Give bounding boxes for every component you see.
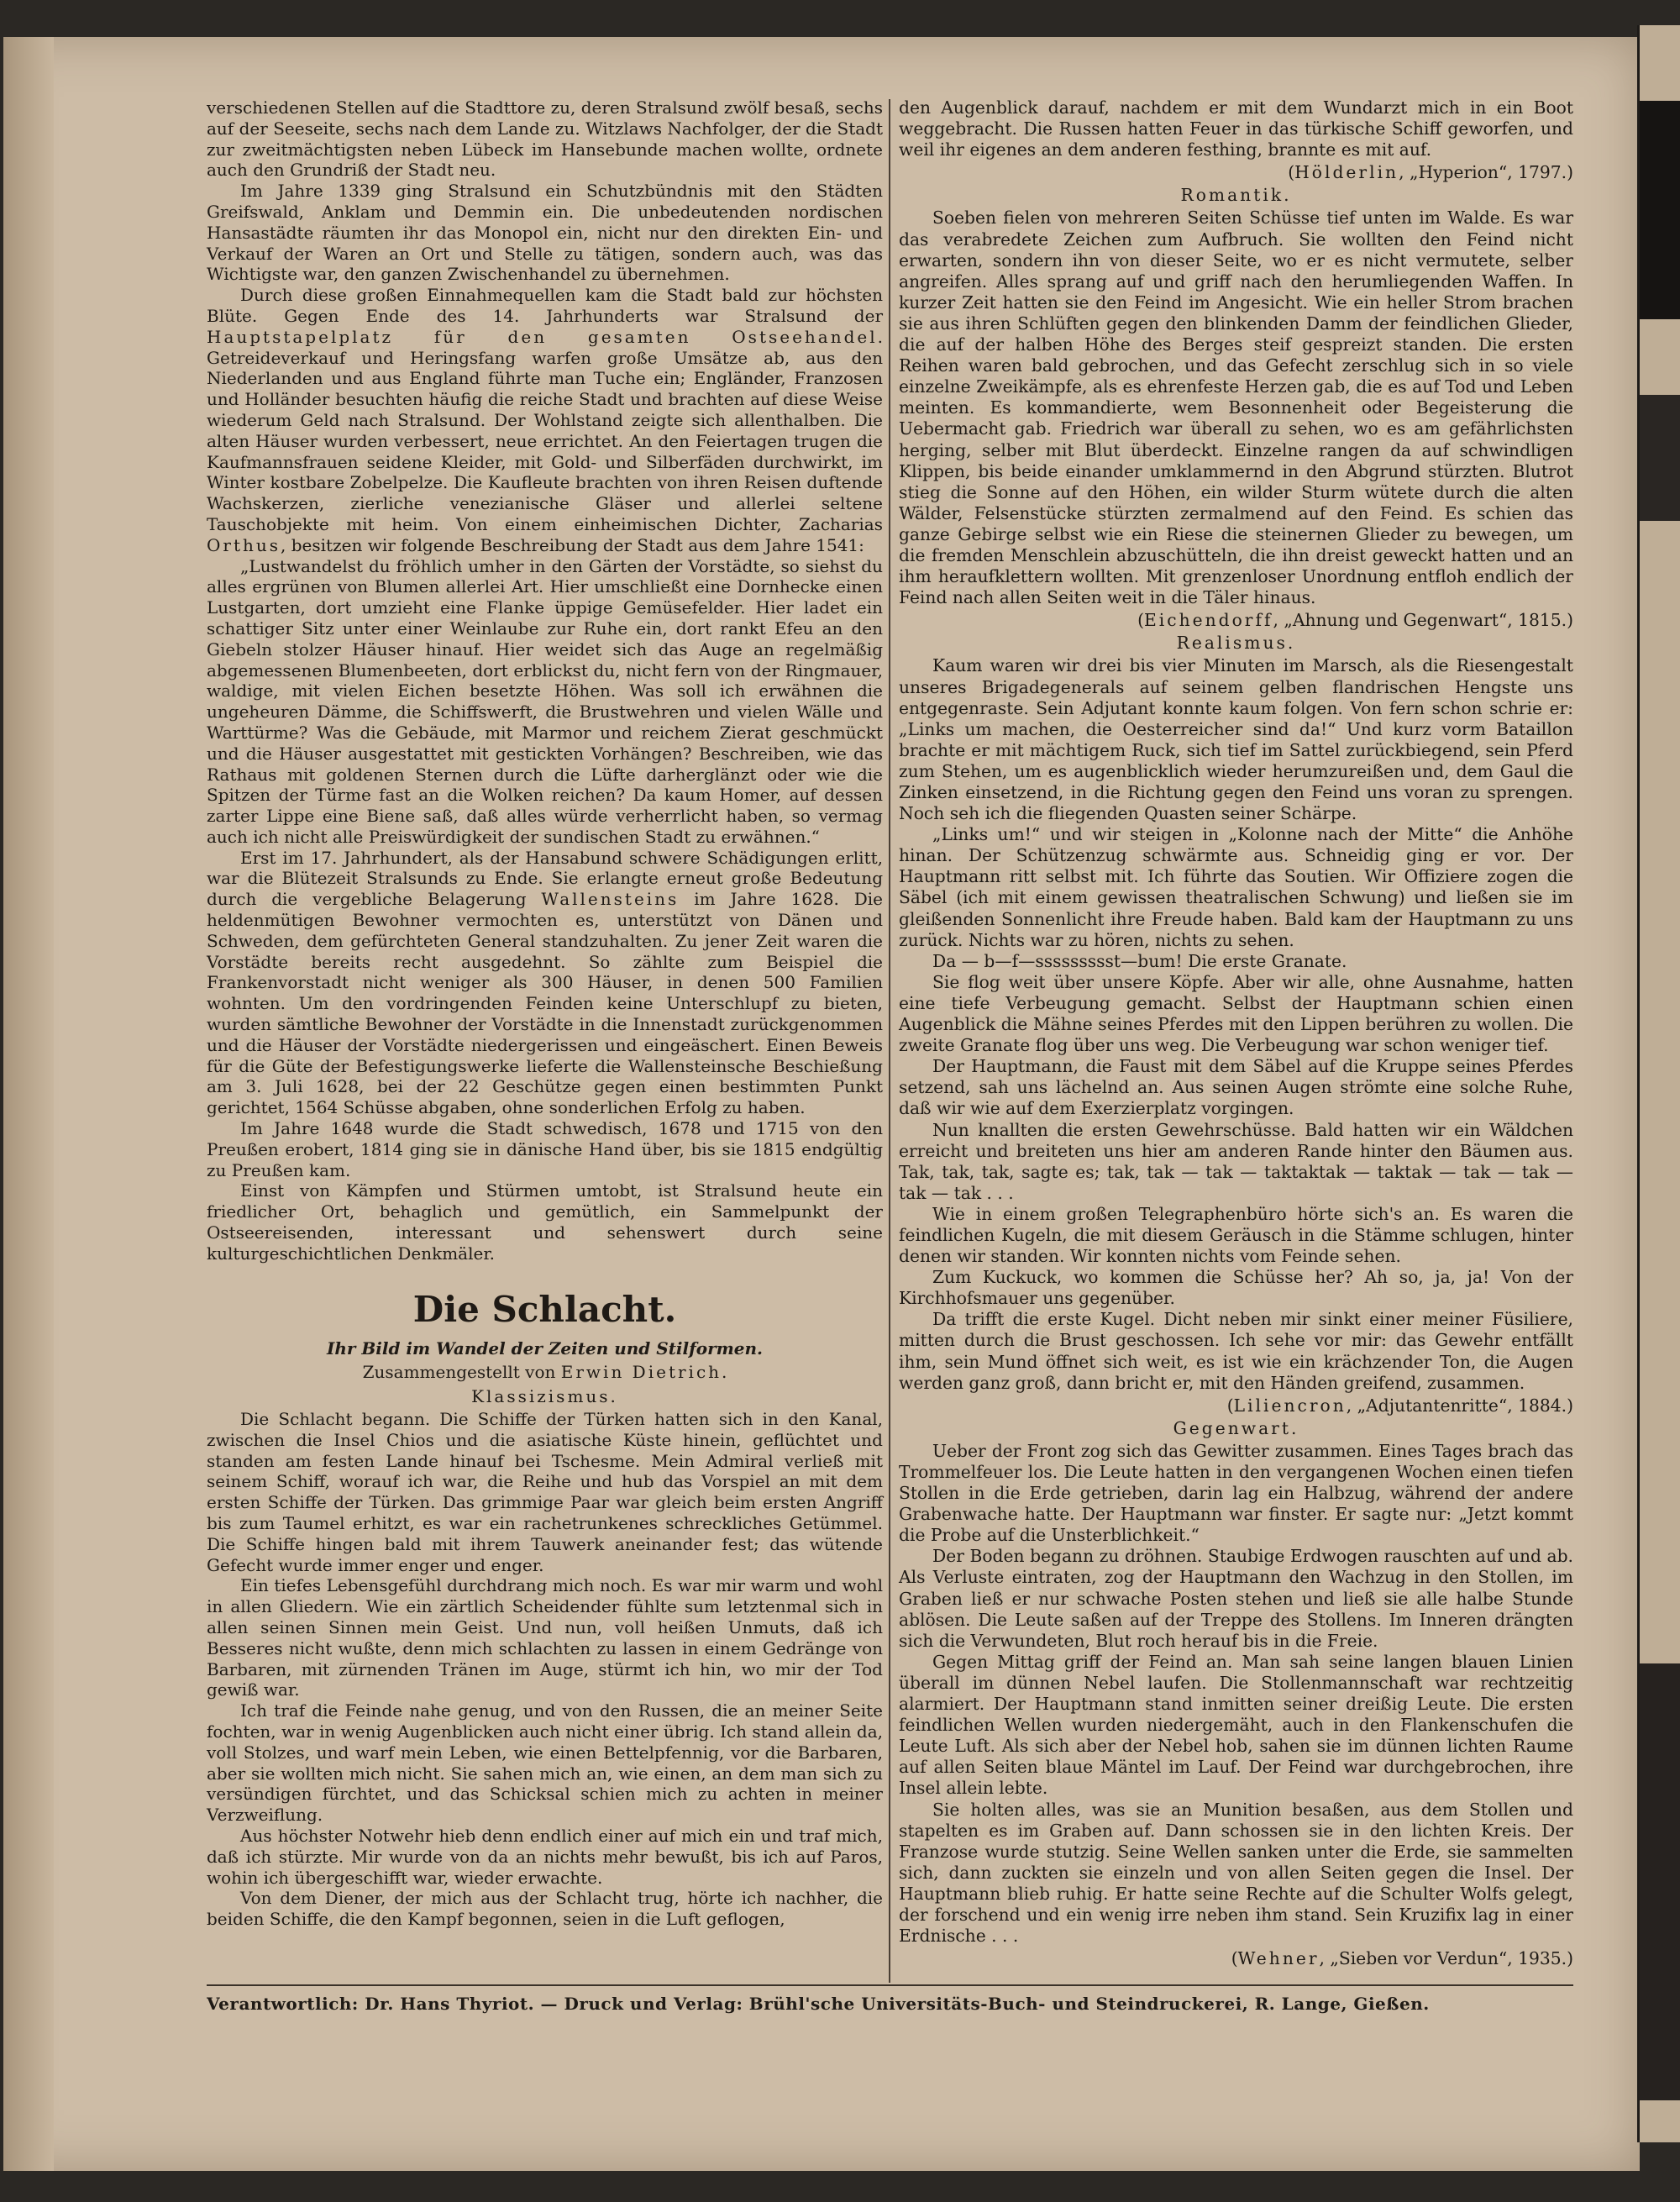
text-run: , besitzen wir folgende Beschreibung der Stadt aus dem Jahre 1541: (281, 534, 864, 555)
source-citation: (Wehner, „Sieben vor Verdun“, 1935.) (1231, 1948, 1573, 1969)
paragraph: Da — b—f—ssssssssst—bum! Die erste Granate. (932, 950, 1347, 971)
paragraph: Aus höchster Notwehr hieb denn endlich einer auf mich ein und traf mich, daß ich stürzte. Mir wurde von da an nichts mehr bewußt, bis ich auf Paros, wohin ich übergeschifft war, wieder erwachte. (207, 1825, 883, 1888)
emphasized-name: Wallensteins (541, 889, 680, 910)
citation-text: , „Adjutantenritte“, 1884.) (1346, 1395, 1573, 1416)
section-heading: Romantik. (1180, 185, 1292, 206)
author-name: Wehner (1237, 1948, 1320, 1969)
adjacent-page-dark-block (1640, 101, 1680, 319)
paragraph: Ueber der Front zog sich das Gewitter zusammen. Eines Tages brach das Trommelfeuer los. Die Leute hatten in den vergangenen Wochen einen tiefen Stollen in die Erde getrieben, darin lag ein Halbzug, während der andere Grabenwache hatte. Der Hauptmann war finster. Er sagte nur: „Jetzt kommt die Probe auf die Unsterblichkeit.“ (899, 1440, 1573, 1546)
article-byline (207, 1362, 883, 1383)
citation-text: , „Hyperion“, 1797.) (1399, 162, 1573, 183)
emphasized-name: Orthus (207, 534, 281, 555)
adjacent-page-edge (1637, 25, 1680, 2142)
quotation: „Lustwandelst du fröhlich umher in den Gärten der Vorstädte, so siehst du alles ergrünen von Blumen allerlei Art. Hier umschließt eine Dornhecke einen Lustgarten, dort umzieht eine Flanke üppige Gemüsefelder. Hier ladet ein schattiger Sitz unter einer Weinlaube zur Ruhe ein, dort rankt Efeu an den Giebeln stolzer Häuser hinauf. Hier weidet sich das Auge an regelmäßig abgemessenen Blumenbeeten, dort erblickst du, nicht fern von der Ringmauer, waldige, mit vielen Eichen besetzte Höhen. Was soll ich erwähnen die ungeheuren Dämme, die Schiffswerft, die Brustwehren und vielen Wälle und Warttürme? Was die Gebäude, mit Marmor und reichem Zierat geschmückt und die Häuser ausgestattet mit gestickten Vorhängen? Beschreiben, wie das Rathaus mit goldenen Sternen durch die Lüfte darherglänzt oder wie die Spitzen der Türme fast an die Wolken reichen? Da kaum Homer, auf dessen zarter Lippe eine Biene saß, daß alles würde verherrlicht haben, so vermag auch ich nicht alle Preiswürdigkeit der sundischen Stadt zu erwähnen.“ (207, 555, 883, 847)
paragraph: Der Boden begann zu dröhnen. Staubige Erdwogen rauschten auf und ab. Als Verluste eintraten, zog der Hauptmann den Wachzug in den Stollen, im Graben ließ er nur schwache Posten stehen und ließ sie alle halbe Stunde ablösen. Die Leute saßen auf der Treppe des Stollens. Im Inneren drängten sich die Verwundeten, Blut roch herauf bis in die Freie. (899, 1546, 1573, 1651)
source-citation: (Eichendorff, „Ahnung und Gegenwart“, 1815.) (1137, 610, 1573, 631)
byline-prefix: Zusammengestellt von (362, 1362, 561, 1383)
imprint-footer: Verantwortlich: Dr. Hans Thyriot. — Druck und Verlag: Brühl'sche Universitäts-Buch- und Steindruckerei, R. Lange, Gießen. (207, 1994, 1430, 2014)
citation-text: , „Ahnung und Gegenwart“, 1815.) (1273, 610, 1573, 631)
source-citation: (Hölderlin, „Hyperion“, 1797.) (1288, 162, 1573, 183)
paragraph: Der Hauptmann, die Faust mit dem Säbel auf die Kruppe seines Pferdes setzend, sah uns lächelnd an. Aus seinen Augen strömte eine solche Ruhe, daß wir wie auf dem Exerzierplatz vorgingen. (899, 1056, 1573, 1119)
paragraph: Sie holten alles, was sie an Munition besaßen, aus dem Stollen und stapelten es im Graben auf. Dann schossen sie in den lichten Kreis. Der Franzose wurde stutzig. Seine Wellen sanken unter die Erde, sie sammelten sich, dann zuckten sie einzeln und von allen Seiten gegen die Insel. Der Hauptmann blieb ruhig. Er hatte seine Rechte auf die Schulter Wolfs gelegt, der forschend und ein wenig irre neben ihm stand. Sein Kruzifix lag in einer Erdnische . . . (899, 1799, 1573, 1947)
page-stack-edge (3, 37, 54, 2171)
author-name: Eichendorff (1143, 610, 1273, 631)
section-heading: Gegenwart. (1173, 1417, 1299, 1438)
paragraph: Von dem Diener, der mich aus der Schlacht trug, hörte ich nachher, die beiden Schiffe, die den Kampf begonnen, seien in die Luft geflogen, (207, 1888, 883, 1930)
adjacent-page-dark-block (1640, 395, 1680, 521)
paragraph: Die Schlacht begann. Die Schiffe der Türken hatten sich in den Kanal, zwischen die Insel Chios und die asiatische Küste hinein, geflüchtet und standen am festen Lande hinauf bei Tschesme. Mein Admiral verließ mit seinem Schiff, worauf ich war, die Reihe und hub das Vorspiel an mit dem ersten Schiffe der Türken. Das grimmige Paar war gleich beim ersten Angriff bis zum Taumel erhitzt, es war ein rachetrunkenes schreckliches Getümmel. Die Schiffe hingen bald mit ihrem Tauwerk aneinander fest; das wütende Gefecht wurde immer enger und enger. (207, 1409, 883, 1575)
text-run: Durch diese großen Einnahmequellen kam die Stadt bald zur höchsten Blüte. Gegen Ende des 14. Jahrhunderts war Stralsund der (207, 285, 883, 326)
author-name: Hölderlin (1294, 162, 1399, 183)
paragraph: Kaum waren wir drei bis vier Minuten im Marsch, als die Riesengestalt unseres Brigadegenerals auf seinem gelben flandrischen Hengste uns entgegenraste. Sein Adjutant konnte kaum folgen. Von fern schon schrie er: „Links um machen, die Oesterreicher sind da!“ Und kurz vorm Bataillon brachte er mit mächtigem Ruck, sich tief im Sattel zurückbiegend, sein Pferd zum Stehen, um es augenblicklich wieder herumzureißen und, dem Gaul die Zinken einsetzend, in die Richtung gegen den Feind uns voran zu sprengen. Noch seh ich die fliegenden Quasten seiner Schärpe. (899, 655, 1573, 824)
emphasized-text: Hauptstapelplatz für den gesamten Ostseehandel (207, 326, 878, 347)
paragraph: Gegen Mittag griff der Feind an. Man sah seine langen blauen Linien überall im dünnen Nebel laufen. Die Stollenmannschaft war rechtzeitig alarmiert. Der Hauptmann stand inmitten seiner dreißig Leute. Die ersten feindlichen Wellen wurden niedergemäht, auch in den Flankenschufen die Leute Luft. Als sich aber der Nebel hob, sahen sie im dünnen lichten Raume auf allen Seiten blaue Mäntel im Lauf. Der Feind war durchgebrochen, ihre Insel allein lebte. (899, 1651, 1573, 1799)
right-column (899, 97, 1573, 1971)
paragraph: verschiedenen Stellen auf die Stadttore zu, deren Stralsund zwölf besaß, sechs auf der Seeseite, sechs nach dem Lande zu. Witzlaws Nachfolger, der die Stadt zur zweitmächtigsten neben Lübeck im Hansebunde machen wollte, ordnete auch den Grundriß der Stadt neu. (207, 97, 884, 181)
paragraph: Ich traf die Feinde nahe genug, und von den Russen, die an meiner Seite fochten, war in wenig Augenblicken auch nicht einer übrig. Ich stand allein da, voll Stolzes, und warf mein Leben, wie einen Bettelpfennig, vor die Barbaren, aber sie wollten mich nicht. Sie sahen mich an, wie einen, an dem man sich zu versündigen fürchtet, und das Schicksal schien mich zu achten in meiner Verzweiflung. (207, 1700, 883, 1826)
paragraph: Im Jahre 1339 ging Stralsund ein Schutzbündnis mit den Städten Greifswald, Anklam und Demmin ein. Die unbedeutenden nordischen Hansastädte räumten ihr das Monopol ein, nicht nur den direkten Ein- und Verkauf der Waren an Ort und Stelle zu tätigen, sondern auch, was das Wichtigste war, den ganzen Zwischenhandel zu übernehmen. (207, 181, 883, 285)
text-run: . Getreideverkauf und Heringsfang warfen große Umsätze ab, aus den Niederlanden und aus England führte man Tuche ein; Engländer, Franzosen und Holländer besuchten häufig die reiche Stadt und brachten auf diese Weise wiederum Geld nach Stralsund. Der Wohlstand zeigte sich allenthalben. Die alten Häuser wurden verbessert, neue errichtet. An den Feiertagen trugen die Kaufmannsfrauen seidene Kleider, mit Gold- und Silberfäden durchwirkt, im Winter kostbare Zobelpelze. Die Kaufleute brachten von ihren Reisen duftende Wachskerzen, zierliche venezianische Gläser und allerlei seltene Tauschobjekte mit heim. Von einem einheimischen Dichter, Zacharias (207, 326, 883, 534)
left-column (207, 97, 883, 1930)
paragraph: „Links um!“ und wir steigen in „Kolonne nach der Mitte“ die Anhöhe hinan. Der Schützenzug schwärmte aus. Schneidig ging er vor. Der Hauptmann ritt selbst mit. Ich führte das Soutien. Wir Offiziere zogen die Säbel (ich mit einem gewissen theatralischen Schwung) und ließen sie im gleißenden Sonnenlicht ihre Freude haben. Bald kam der Hauptmann zu uns zurück. Nichts war zu hören, nichts zu sehen. (899, 824, 1573, 950)
paragraph: den Augenblick darauf, nachdem er mit dem Wundarzt mich in ein Boot weggebracht. Die Russen hatten Feuer in das türkische Schiff geworfen, und weil ihr eigenes an dem anderen festhing, brannte es mit auf. (899, 97, 1573, 160)
footer-rule (207, 1984, 1573, 1986)
article-subtitle: Ihr Bild im Wandel der Zeiten und Stilformen. (326, 1337, 764, 1359)
source-citation: (Liliencron, „Adjutantenritte“, 1884.) (1226, 1395, 1573, 1416)
paragraph (207, 848, 883, 1118)
citation-text: , „Sieben vor Verdun“, 1935.) (1319, 1948, 1573, 1969)
author-name: Erwin Dietrich (560, 1362, 722, 1383)
paragraph: Zum Kuckuck, wo kommen die Schüsse her? Ah so, ja, ja! Von der Kirchhofsmauer uns gegenüber. (899, 1267, 1573, 1309)
paragraph: Im Jahre 1648 wurde die Stadt schwedisch, 1678 und 1715 von den Preußen erobert, 1814 ging sie in dänische Hand über, bis sie 1815 endgültig zu Preußen kam. (207, 1118, 883, 1180)
text-run: im Jahre 1628. Die heldenmütigen Bewohner vermochten es, unterstützt von Dänen und Schweden, dem gefürchteten General standzuhalten. Zu jener Zeit waren die Vorstädte bereits recht ausgedehnt. So zählte zum Beispiel die Frankenvorstadt nicht weniger als 300 Häuser, in denen 500 Familien wohnten. Um den vordringenden Feinden keine Unterschlupf zu bieten, wurden sämtliche Bewohner der Vorstädte in die Innenstadt zurückgenommen und die Häuser der Vorstädte niedergerissen und eingeäschert. Einen Beweis für die Güte der Befestigungswerke lieferte die Wallensteinsche Beschießung am 3. Juli 1628, bei der 22 Geschütze gegen einen bestimmten Punkt gerichtet, 1564 Schüsse abgaben, ohne sonderlichen Erfolg zu haben. (207, 889, 883, 1118)
paragraph: Nun knallten die ersten Gewehrschüsse. Bald hatten wir ein Wäldchen erreicht und breiteten uns hier am anderen Rande hinter den Bäumen aus. Tak, tak, tak, sagte es; tak, tak — tak — taktaktak — taktak — tak — tak — tak — tak . . . (899, 1119, 1573, 1203)
paragraph (207, 285, 883, 555)
paragraph: Soeben fielen von mehreren Seiten Schüsse tief unten im Walde. Es war das verabredete Zeichen zum Aufbruch. Sie wollten den Feind nicht erwarten, sondern ihn von dieser Seite, wo er es nicht vermutete, selber angreifen. Alles sprang auf und griff nach den herumliegenden Waffen. In kurzer Zeit hatten sie den Feind im Angesicht. Wie ein heller Strom brachen sie aus ihren Schlüften gegen den blinkenden Damm der feindlichen Glieder, die auf der halben Höhe des Berges steif gespreizt standen. Die ersten Reihen waren bald gebrochen, und das Gefecht zerschlug sich in so viele einzelne Zweikämpfe, als es ehrenfeste Herzen gab, die es auf Tod und Leben meinten. Es kommandierte, wem Besonnenheit oder Begeisterung die Uebermacht gab. Friedrich war überall zu sehen, wo es am gefährlichsten herging, selber mit Blut überdeckt. Einzelne rangen da auf schwindligen Klippen, bis beide einander umklammernd in den Abgrund stürzten. Blutrot stieg die Sonne auf den Höhen, ein wilder Sturm wütete durch die alten Wälder, Felsenstücke stürzten zermalmend auf den Feind. Es schien das ganze Gebirge selbst wie ein Riese die steinernen Glieder zu bewegen, um die fremden Menschlein abzuschütteln, die ihn dreist geweckt hatten und an ihm heraufklettern wollten. Mit grenzenloser Unordnung entfloh endlich der Feind nach allen Seiten weit in die Täler hinaus. (899, 208, 1573, 608)
paragraph: Da trifft die erste Kugel. Dicht neben mir sinkt einer meiner Füsiliere, mitten durch die Brust geschossen. Ich sehe vor mir: das Gewehr entfällt ihm, sein Mund öffnet sich weit, es ist wie ein krächzender Ton, die Augen werden ganz groß, dann bricht er, mit den Händen greifend, zusammen. (899, 1309, 1573, 1393)
adjacent-page-dark-block (1640, 1663, 1680, 2100)
paragraph: Ein tiefes Lebensgefühl durchdrang mich noch. Es war mir warm und wohl in allen Gliedern. Wie ein zärtlich Scheidender fühlte sum letztenmal sich in allen seinen Sinnen mein Geist. Und nun, voll heißen Unmuts, daß ich Besseres nicht wußte, denn mich schlachten zu lassen in einem Gedränge von Barbaren, mit zürnenden Tränen im Auge, stürmt ich hin, wo mir der Tod gewiß war. (207, 1575, 883, 1700)
text-run: Erst im 17. Jahrhundert, als der Hansabund schwere Schädigungen erlitt, war die Blütezeit Stralsunds zu Ende. Sie erlangte erneut große Bedeutung durch die vergebliche Belagerung (207, 847, 883, 910)
section-heading: Klassizismus. (471, 1386, 618, 1407)
byline-suffix: . (722, 1362, 727, 1383)
paragraph: Sie flog weit über unsere Köpfe. Aber wir alle, ohne Ausnahme, hatten eine tiefe Verbeugung gemacht. Selbst der Hauptmann schien einen Augenblick die Mähne seines Pferdes mit den Lippen berühren zu wollen. Die zweite Granate flog über uns weg. Die Verbeugung war schon weniger tief. (899, 971, 1573, 1056)
paragraph: Wie in einem großen Telegraphenbüro hörte sich's an. Es waren die feindlichen Kugeln, die mit diesem Geräusch in die Stämme schlugen, hinter denen wir standen. Wir konnten nichts vom Feinde sehen. (899, 1203, 1573, 1267)
article-title: Die Schlacht. (412, 1288, 677, 1330)
column-divider (889, 99, 890, 1983)
paragraph: Einst von Kämpfen und Stürmen umtobt, ist Stralsund heute ein friedlicher Ort, behaglich und gemütlich, ein Sammelpunkt der Ostseereisenden, interessant und sehenswert durch seine kulturgeschichtlichen Denkmäler. (207, 1180, 883, 1264)
section-heading: Realismus. (1176, 633, 1296, 654)
author-name: Liliencron (1233, 1395, 1347, 1416)
